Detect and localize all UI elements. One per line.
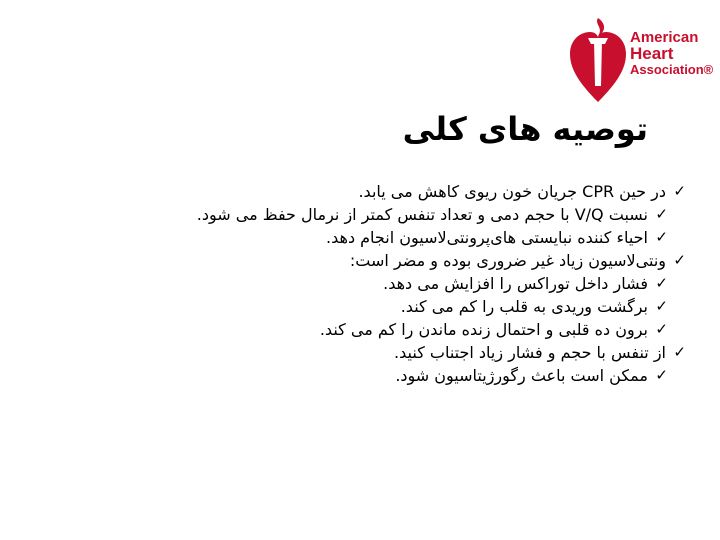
logo-wordmark — [630, 30, 718, 78]
item-text: احیاء کننده نبایستی های‌پرونتی‌لاسیون انجام دهد. — [326, 228, 648, 247]
item-text: فشار داخل توراکس را افزایش می دهد. — [383, 274, 648, 293]
american-heart-association-logo — [568, 16, 718, 116]
item-text: برگشت وریدی به قلب را کم می کند. — [400, 297, 648, 316]
logo-line-1: American — [630, 29, 699, 46]
item-text: در حین CPR جریان خون ریوی کاهش می یابد. — [358, 182, 666, 201]
checkmark-icon: ✓ — [655, 297, 668, 315]
checkmark-icon: ✓ — [655, 320, 668, 338]
list-item — [106, 364, 686, 387]
item-text: از تنفس با حجم و فشار زیاد اجتناب کنید. — [394, 343, 666, 362]
list-item — [106, 203, 686, 226]
bullet-list — [106, 180, 686, 387]
item-text: ونتی‌لاسیون زیاد غیر ضروری بوده و مضر است: — [349, 251, 666, 270]
item-text: برون ده قلبی و احتمال زنده ماندن را کم می کند. — [319, 320, 648, 339]
list-item — [106, 318, 686, 341]
logo-line-2: Heart — [630, 44, 674, 63]
logo-line-3: Association® — [630, 62, 714, 77]
list-item — [106, 341, 686, 364]
item-text: ممکن است باعث رگورژیتاسیون شود. — [395, 366, 648, 385]
checkmark-icon: ✓ — [673, 182, 686, 200]
list-item — [106, 226, 686, 249]
list-item — [106, 249, 686, 272]
checkmark-icon: ✓ — [655, 274, 668, 292]
list-item — [106, 180, 686, 203]
checkmark-icon: ✓ — [655, 366, 668, 384]
item-text: نسبت V/Q با حجم دمی و تعداد تنفس کمتر از نرمال حفظ می شود. — [196, 205, 648, 224]
checkmark-icon: ✓ — [655, 228, 668, 246]
checkmark-icon: ✓ — [673, 251, 686, 269]
checkmark-icon: ✓ — [673, 343, 686, 361]
heart-torch-icon — [568, 16, 628, 106]
slide-title: توصیه های کلی — [402, 110, 648, 148]
list-item — [106, 295, 686, 318]
list-item — [106, 272, 686, 295]
checkmark-icon: ✓ — [655, 205, 668, 223]
